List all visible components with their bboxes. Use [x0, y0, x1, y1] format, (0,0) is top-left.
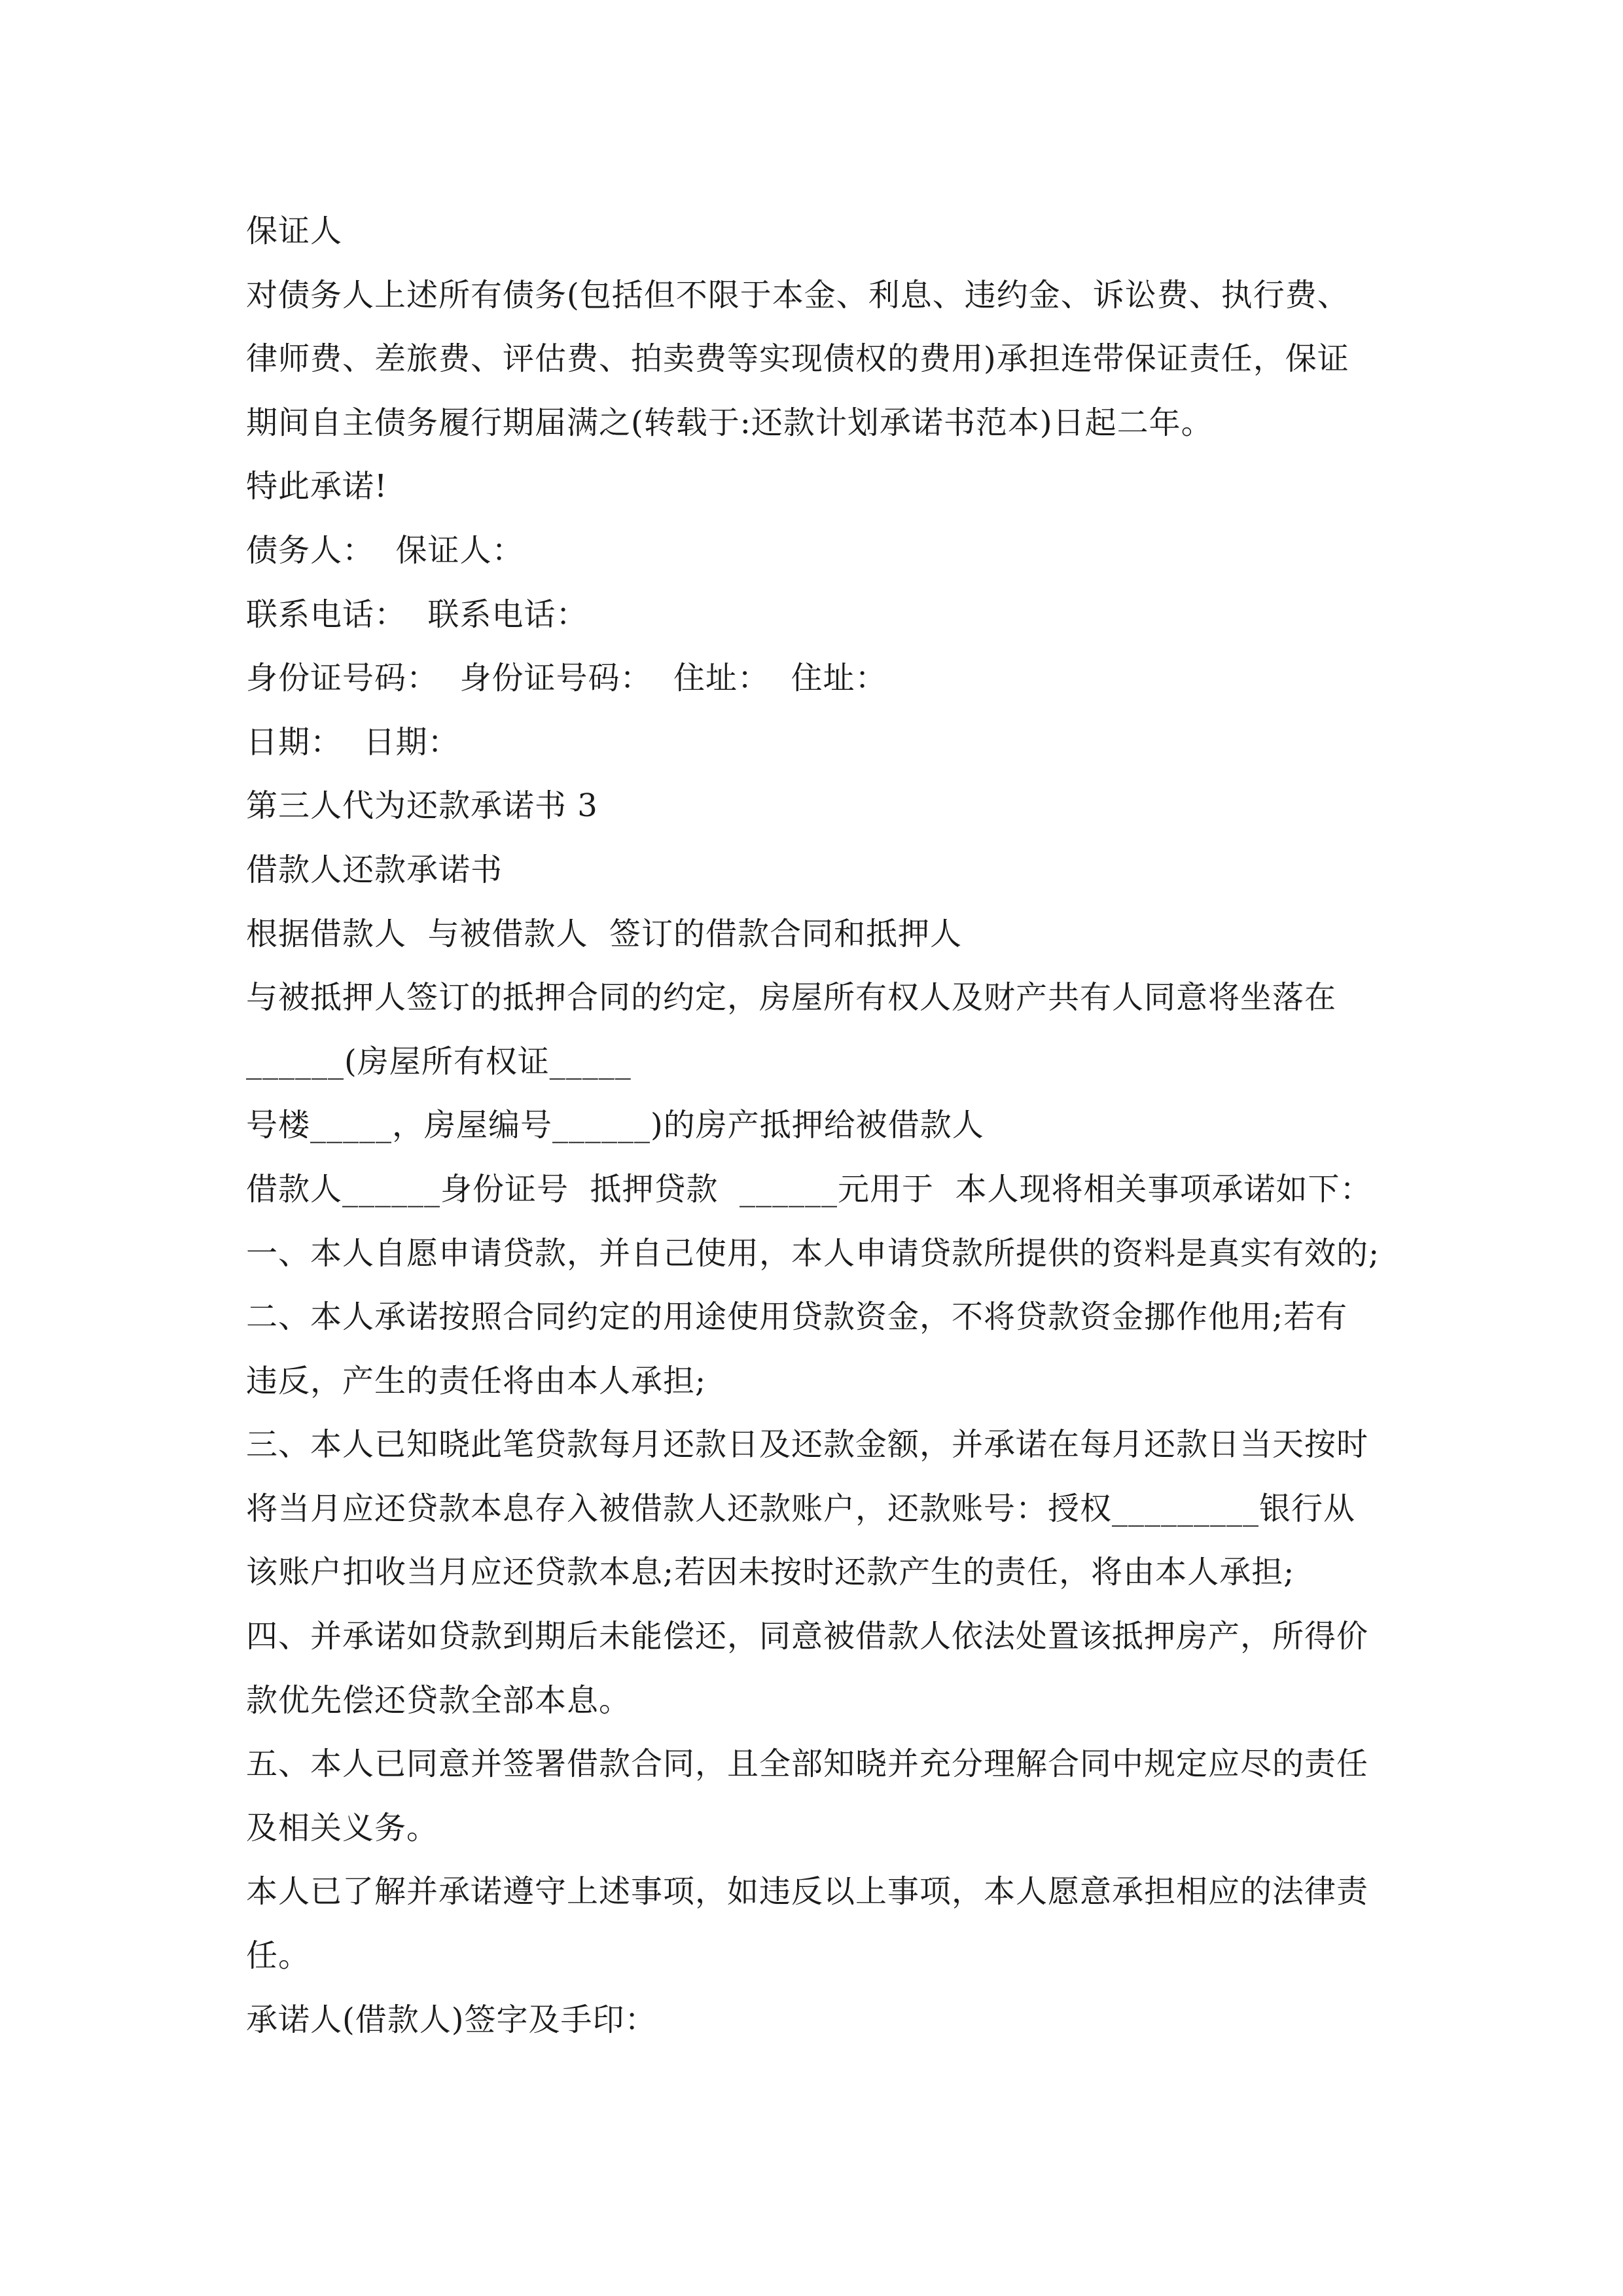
text-line: 违反，产生的责任将由本人承担; [246, 1362, 707, 1399]
text-line: 保证人 [246, 213, 343, 249]
text-line: 律师费、差旅费、评估费、拍卖费等实现债权的费用)承担连带保证责任，保证 [246, 340, 1349, 378]
text-line: 根据借款人 与被借款人 签订的借款合同和抵押人 [246, 915, 963, 952]
signature-line: 承诺人(借款人)签字及手印： [246, 2001, 657, 2038]
text-line: 号楼_____，房屋编号______)的房产抵押给被借款人 [246, 1107, 984, 1144]
text-line: 对债务人上述所有债务(包括但不限于本金、利息、违约金、诉讼费、执行费、 [246, 276, 1349, 314]
text-line: 一、本人自愿申请贷款，并自己使用，本人申请贷款所提供的资料是真实有效的; [246, 1234, 1380, 1272]
text-line: 身份证号码： 身份证号码： 住址： 住址： [246, 660, 887, 697]
text-line: 四、并承诺如贷款到期后未能偿还，同意被借款人依法处置该抵押房产，所得价 [246, 1618, 1369, 1655]
text-line: 借款人______身份证号 抵押贷款 ______元用于 本人现将相关事项承诺如下： [246, 1170, 1372, 1208]
text-line: 三、本人已知晓此笔贷款每月还款日及还款金额，并承诺在每月还款日当天按时 [246, 1426, 1369, 1463]
text-line: 与被抵押人签订的抵押合同的约定，房屋所有权人及财产共有人同意将坐落在 [246, 979, 1337, 1016]
text-line: 五、本人已同意并签署借款合同，且全部知晓并充分理解合同中规定应尽的责任 [246, 1746, 1369, 1783]
section-title: 第三人代为还款承诺书 3 [246, 787, 598, 825]
text-line: 特此承诺! [246, 468, 388, 505]
text-line: 本人已了解并承诺遵守上述事项，如违反以上事项，本人愿意承担相应的法律责 [246, 1873, 1369, 1910]
text-line: 该账户扣收当月应还贷款本息;若因未按时还款产生的责任，将由本人承担; [246, 1554, 1295, 1591]
text-line: 日期： 日期： [246, 723, 460, 761]
text-line: 及相关义务。 [246, 1809, 439, 1846]
text-line: 期间自主债务履行期届满之(转载于:还款计划承诺书范本)日起二年。 [246, 404, 1213, 441]
text-line: 将当月应还贷款本息存入被借款人还款账户，还款账号：授权_________银行从 [246, 1490, 1356, 1527]
document-page [246, 200, 1385, 2052]
text-line: 款优先偿还贷款全部本息。 [246, 1681, 632, 1719]
text-line: ______(房屋所有权证_____ [246, 1043, 632, 1080]
text-line: 联系电话： 联系电话： [246, 596, 588, 633]
text-line: 任。 [246, 1937, 311, 1975]
section-subtitle: 借款人还款承诺书 [246, 851, 503, 888]
text-line: 债务人： 保证人： [246, 531, 524, 569]
text-line: 二、本人承诺按照合同约定的用途使用贷款资金，不将贷款资金挪作他用;若有 [246, 1299, 1348, 1336]
